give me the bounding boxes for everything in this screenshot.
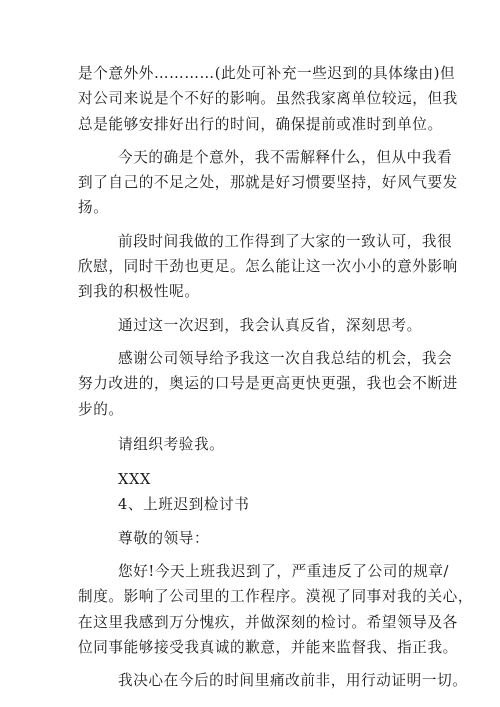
text-line: 今天的确是个意外，我不需解释什么，但从中我看: [118, 148, 453, 166]
text-line: 步的。: [78, 400, 124, 418]
section-heading-line: [78, 492, 424, 517]
text-line: 位同事能够接受我真诚的歉意，并能来监督我、指正我。: [78, 638, 458, 656]
paragraph-3: [78, 229, 458, 305]
text-line: 感谢公司领导给予我这一次自我总结的机会，我会: [118, 349, 453, 367]
paragraph-4: [78, 313, 424, 338]
signature-line: [78, 467, 424, 492]
paragraph-1: [78, 61, 458, 137]
paragraph-5: [78, 346, 458, 422]
text-line: 到我的积极性呢。: [78, 283, 200, 301]
text-line: 对公司来说是个不好的影响。虽然我家离单位较远，但我: [78, 90, 458, 108]
salutation-line: [78, 526, 424, 551]
text-line: 总是能够安排好出行的时间，确保提前或准时到单位。: [78, 115, 443, 133]
salutation: 尊敬的领导：: [118, 529, 210, 547]
closing-text: 请组织考验我。: [118, 435, 225, 453]
text-line: 您好!今天上班我迟到了，严重违反了公司的规章/: [118, 563, 450, 581]
text-line: 我决心在今后的时间里痛改前非，用行动证明一切。: [118, 672, 468, 690]
signature: XXX: [118, 471, 151, 489]
text-line: 通过这一次迟到，我会认真反省，深刻思考。: [118, 316, 422, 334]
text-line: 前段时间我做的工作得到了大家的一致认可，我很: [118, 232, 453, 250]
text-line: 在这里我感到万分愧疚，并做深刻的检讨。希望领导及各: [78, 613, 458, 631]
document-body: [78, 61, 474, 694]
text-line: 制度。影响了公司里的工作程序。漠视了同事对我的关心，: [78, 588, 474, 606]
text-line: 扬。: [78, 199, 109, 217]
paragraph-7: [78, 668, 468, 693]
paragraph-6: [78, 559, 474, 660]
text-line: 到了自己的不足之处，那就是好习惯要坚持，好风气要发: [78, 174, 458, 192]
text-line: 欣慰，同时干劲也更足。怎么能让这一次小小的意外影响: [78, 258, 458, 276]
section-heading: 4、上班迟到检讨书: [118, 496, 250, 514]
text-line: 是个意外外…………(此处可补充一些迟到的具体缘由)但: [78, 65, 456, 82]
text-line: 努力改进的，奥运的口号是更高更快更强，我也会不断进: [78, 375, 458, 393]
paragraph-2: [78, 145, 458, 221]
closing-line: [78, 432, 424, 457]
